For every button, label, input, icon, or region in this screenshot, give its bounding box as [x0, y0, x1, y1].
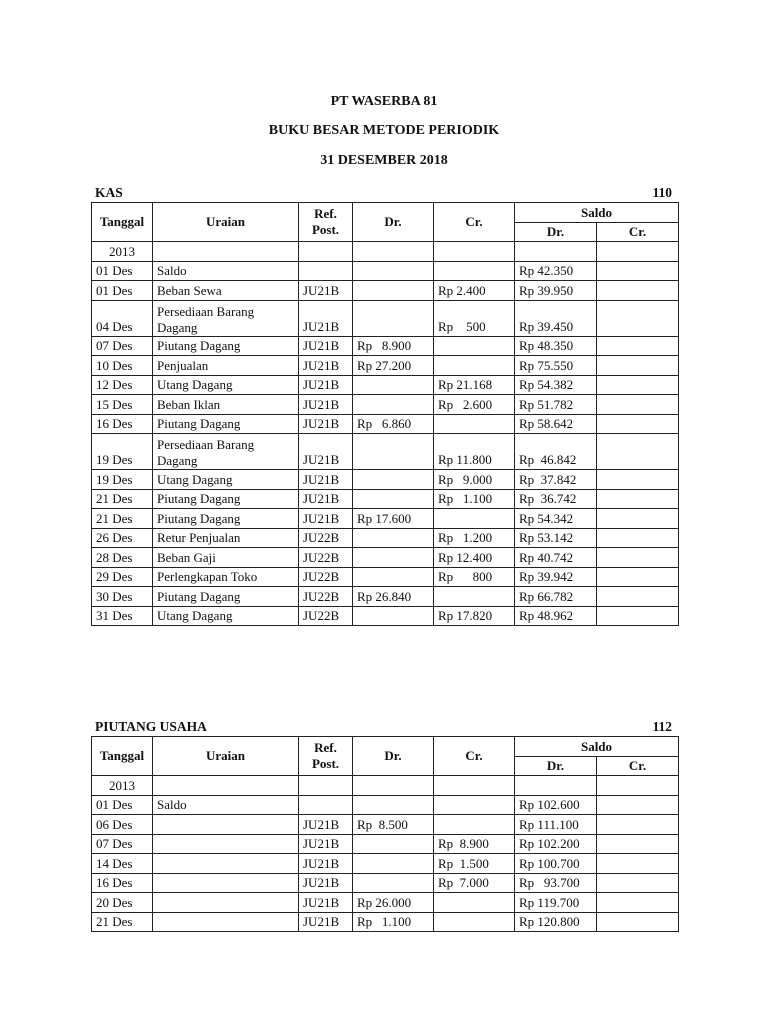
table-row [92, 567, 679, 587]
credit-cell: Rp 17.820 [434, 606, 515, 626]
ref-cell: JU21B [299, 336, 353, 356]
saldo-debit-cell: Rp 54.382 [515, 375, 597, 395]
col-saldo-cr: Cr. [597, 757, 679, 776]
col-uraian: Uraian [153, 203, 299, 242]
saldo-debit-cell: Rp 42.350 [515, 261, 597, 281]
account-name: KAS [95, 185, 123, 200]
date-cell: 04 Des [92, 300, 153, 336]
ledger-table-piutang-usaha [91, 736, 679, 932]
date-cell: 19 Des [92, 434, 153, 470]
table-row [92, 300, 679, 336]
credit-cell: Rp 12.400 [434, 548, 515, 568]
date-cell: 16 Des [92, 873, 153, 893]
debit-cell [353, 873, 434, 893]
date-cell: 19 Des [92, 470, 153, 490]
col-tanggal: Tanggal [92, 737, 153, 776]
date-cell: 06 Des [92, 815, 153, 835]
credit-cell [434, 261, 515, 281]
description-cell: Penjualan [153, 356, 299, 376]
credit-cell: Rp 8.900 [434, 834, 515, 854]
empty-cell [299, 242, 353, 262]
credit-cell [434, 815, 515, 835]
table-row [92, 261, 679, 281]
table-row [92, 854, 679, 874]
saldo-credit-cell [597, 356, 679, 376]
report-date: 31 DESEMBER 2018 [320, 153, 448, 168]
ref-cell: JU21B [299, 434, 353, 470]
credit-cell [434, 356, 515, 376]
debit-cell: Rp 26.840 [353, 587, 434, 607]
date-cell: 30 Des [92, 587, 153, 607]
date-cell: 21 Des [92, 912, 153, 932]
table-row [92, 587, 679, 607]
description-cell: Persediaan Barang Dagang [153, 434, 299, 470]
saldo-debit-cell: Rp 120.800 [515, 912, 597, 932]
description-cell [153, 854, 299, 874]
saldo-credit-cell [597, 300, 679, 336]
saldo-credit-cell [597, 261, 679, 281]
credit-cell: Rp 2.600 [434, 395, 515, 415]
description-cell [153, 815, 299, 835]
date-cell: 29 Des [92, 567, 153, 587]
credit-cell: Rp 21.168 [434, 375, 515, 395]
empty-cell [353, 242, 434, 262]
description-cell [153, 873, 299, 893]
table-row [92, 489, 679, 509]
table-row [92, 509, 679, 529]
credit-cell [434, 893, 515, 913]
table-row [92, 356, 679, 376]
year-cell: 2013 [92, 242, 153, 262]
debit-cell [353, 606, 434, 626]
saldo-debit-cell: Rp 100.700 [515, 854, 597, 874]
description-cell: Beban Gaji [153, 548, 299, 568]
date-cell: 31 Des [92, 606, 153, 626]
account-name: PIUTANG USAHA [95, 719, 207, 734]
table-row [92, 375, 679, 395]
saldo-debit-cell: Rp 48.350 [515, 336, 597, 356]
date-cell: 20 Des [92, 893, 153, 913]
col-dr: Dr. [353, 203, 434, 242]
date-cell: 16 Des [92, 414, 153, 434]
credit-cell [434, 414, 515, 434]
debit-cell: Rp 26.000 [353, 893, 434, 913]
ref-cell: JU22B [299, 528, 353, 548]
date-cell: 21 Des [92, 509, 153, 529]
saldo-debit-cell: Rp 102.600 [515, 795, 597, 815]
saldo-debit-cell: Rp 46.842 [515, 434, 597, 470]
saldo-credit-cell [597, 854, 679, 874]
saldo-credit-cell [597, 548, 679, 568]
table-row [92, 281, 679, 301]
ref-cell: JU21B [299, 414, 353, 434]
date-cell: 14 Des [92, 854, 153, 874]
ref-cell: JU21B [299, 489, 353, 509]
description-cell: Utang Dagang [153, 470, 299, 490]
credit-cell [434, 795, 515, 815]
credit-cell [434, 509, 515, 529]
col-saldo: Saldo [515, 203, 679, 223]
company-title: PT WASERBA 81 [330, 94, 438, 109]
saldo-credit-cell [597, 834, 679, 854]
ref-cell: JU21B [299, 873, 353, 893]
debit-cell [353, 489, 434, 509]
description-cell: Piutang Dagang [153, 489, 299, 509]
col-dr: Dr. [353, 737, 434, 776]
ref-cell: JU21B [299, 815, 353, 835]
empty-cell [597, 776, 679, 796]
saldo-credit-cell [597, 470, 679, 490]
debit-cell [353, 395, 434, 415]
saldo-credit-cell [597, 528, 679, 548]
ref-cell: JU21B [299, 281, 353, 301]
description-cell: Piutang Dagang [153, 336, 299, 356]
ref-cell [299, 261, 353, 281]
ref-cell: JU21B [299, 509, 353, 529]
col-cr: Cr. [434, 203, 515, 242]
saldo-debit-cell: Rp 102.200 [515, 834, 597, 854]
debit-cell [353, 375, 434, 395]
saldo-debit-cell: Rp 93.700 [515, 873, 597, 893]
saldo-credit-cell [597, 489, 679, 509]
col-saldo-cr: Cr. [597, 223, 679, 242]
credit-cell: Rp 1.200 [434, 528, 515, 548]
ref-cell: JU22B [299, 567, 353, 587]
saldo-credit-cell [597, 414, 679, 434]
credit-cell: Rp 9.000 [434, 470, 515, 490]
ref-cell: JU21B [299, 834, 353, 854]
saldo-credit-cell [597, 395, 679, 415]
account-header-kas [95, 185, 672, 201]
credit-cell [434, 912, 515, 932]
description-cell: Beban Iklan [153, 395, 299, 415]
saldo-credit-cell [597, 795, 679, 815]
description-cell: Utang Dagang [153, 606, 299, 626]
saldo-debit-cell: Rp 39.950 [515, 281, 597, 301]
year-row [92, 242, 679, 262]
table-row [92, 434, 679, 470]
col-uraian: Uraian [153, 737, 299, 776]
debit-cell [353, 434, 434, 470]
date-cell: 07 Des [92, 834, 153, 854]
saldo-credit-cell [597, 815, 679, 835]
saldo-credit-cell [597, 567, 679, 587]
description-cell: Persediaan Barang Dagang [153, 300, 299, 336]
saldo-credit-cell [597, 434, 679, 470]
saldo-credit-cell [597, 375, 679, 395]
description-cell [153, 834, 299, 854]
credit-cell: Rp 7.000 [434, 873, 515, 893]
date-cell: 15 Des [92, 395, 153, 415]
description-cell: Retur Penjualan [153, 528, 299, 548]
saldo-debit-cell: Rp 39.942 [515, 567, 597, 587]
table-row [92, 873, 679, 893]
debit-cell [353, 548, 434, 568]
saldo-debit-cell: Rp 66.782 [515, 587, 597, 607]
description-cell: Piutang Dagang [153, 509, 299, 529]
col-cr: Cr. [434, 737, 515, 776]
table-row [92, 528, 679, 548]
saldo-credit-cell [597, 509, 679, 529]
saldo-debit-cell: Rp 111.100 [515, 815, 597, 835]
saldo-credit-cell [597, 912, 679, 932]
saldo-debit-cell: Rp 37.842 [515, 470, 597, 490]
credit-cell: Rp 1.100 [434, 489, 515, 509]
description-cell: Beban Sewa [153, 281, 299, 301]
table-row [92, 834, 679, 854]
debit-cell [353, 261, 434, 281]
description-cell: Perlengkapan Toko [153, 567, 299, 587]
saldo-credit-cell [597, 873, 679, 893]
debit-cell: Rp 1.100 [353, 912, 434, 932]
table-row [92, 795, 679, 815]
description-cell: Piutang Dagang [153, 587, 299, 607]
date-cell: 21 Des [92, 489, 153, 509]
empty-cell [353, 776, 434, 796]
description-cell [153, 912, 299, 932]
date-cell: 07 Des [92, 336, 153, 356]
ref-cell: JU21B [299, 470, 353, 490]
ref-cell: JU21B [299, 912, 353, 932]
table-row [92, 470, 679, 490]
description-cell [153, 893, 299, 913]
description-cell: Saldo [153, 795, 299, 815]
ref-cell: JU21B [299, 854, 353, 874]
ref-cell: JU21B [299, 395, 353, 415]
empty-cell [299, 776, 353, 796]
credit-cell: Rp 1.500 [434, 854, 515, 874]
col-saldo-dr: Dr. [515, 757, 597, 776]
credit-cell: Rp 2.400 [434, 281, 515, 301]
saldo-debit-cell: Rp 53.142 [515, 528, 597, 548]
empty-cell [153, 242, 299, 262]
col-ref: Ref. Post. [299, 203, 353, 242]
date-cell: 01 Des [92, 795, 153, 815]
account-header-piutang-usaha [95, 719, 672, 735]
saldo-debit-cell: Rp 36.742 [515, 489, 597, 509]
year-cell: 2013 [92, 776, 153, 796]
saldo-debit-cell: Rp 54.342 [515, 509, 597, 529]
report-subtitle: BUKU BESAR METODE PERIODIK [268, 123, 500, 138]
credit-cell [434, 587, 515, 607]
ref-cell [299, 795, 353, 815]
table-row [92, 893, 679, 913]
debit-cell [353, 300, 434, 336]
saldo-credit-cell [597, 893, 679, 913]
table-row [92, 815, 679, 835]
description-cell: Utang Dagang [153, 375, 299, 395]
credit-cell: Rp 11.800 [434, 434, 515, 470]
saldo-credit-cell [597, 606, 679, 626]
saldo-debit-cell: Rp 119.700 [515, 893, 597, 913]
empty-cell [515, 242, 597, 262]
saldo-credit-cell [597, 281, 679, 301]
date-cell: 10 Des [92, 356, 153, 376]
col-saldo-dr: Dr. [515, 223, 597, 242]
debit-cell: Rp 8.500 [353, 815, 434, 835]
saldo-debit-cell: Rp 51.782 [515, 395, 597, 415]
saldo-debit-cell: Rp 48.962 [515, 606, 597, 626]
credit-cell [434, 336, 515, 356]
description-cell: Piutang Dagang [153, 414, 299, 434]
col-saldo: Saldo [515, 737, 679, 757]
table-row [92, 912, 679, 932]
table-row [92, 414, 679, 434]
empty-cell [515, 776, 597, 796]
table-row [92, 548, 679, 568]
ref-cell: JU22B [299, 587, 353, 607]
empty-cell [153, 776, 299, 796]
empty-cell [597, 242, 679, 262]
account-number: 110 [652, 185, 672, 200]
col-tanggal: Tanggal [92, 203, 153, 242]
date-cell: 26 Des [92, 528, 153, 548]
saldo-debit-cell: Rp 58.642 [515, 414, 597, 434]
debit-cell [353, 470, 434, 490]
debit-cell [353, 567, 434, 587]
date-cell: 28 Des [92, 548, 153, 568]
table-row [92, 395, 679, 415]
debit-cell [353, 795, 434, 815]
date-cell: 12 Des [92, 375, 153, 395]
account-number: 112 [652, 719, 672, 734]
credit-cell: Rp 500 [434, 300, 515, 336]
ref-cell: JU22B [299, 548, 353, 568]
ref-cell: JU21B [299, 375, 353, 395]
debit-cell [353, 528, 434, 548]
year-row [92, 776, 679, 796]
col-ref: Ref. Post. [299, 737, 353, 776]
debit-cell [353, 834, 434, 854]
ref-cell: JU22B [299, 606, 353, 626]
debit-cell: Rp 17.600 [353, 509, 434, 529]
debit-cell [353, 854, 434, 874]
table-row [92, 336, 679, 356]
saldo-debit-cell: Rp 75.550 [515, 356, 597, 376]
date-cell: 01 Des [92, 281, 153, 301]
saldo-debit-cell: Rp 39.450 [515, 300, 597, 336]
saldo-credit-cell [597, 336, 679, 356]
debit-cell: Rp 6.860 [353, 414, 434, 434]
credit-cell: Rp 800 [434, 567, 515, 587]
debit-cell [353, 281, 434, 301]
table-row [92, 606, 679, 626]
description-cell: Saldo [153, 261, 299, 281]
ref-cell: JU21B [299, 893, 353, 913]
empty-cell [434, 242, 515, 262]
date-cell: 01 Des [92, 261, 153, 281]
debit-cell: Rp 27.200 [353, 356, 434, 376]
saldo-credit-cell [597, 587, 679, 607]
saldo-debit-cell: Rp 40.742 [515, 548, 597, 568]
ref-cell: JU21B [299, 300, 353, 336]
debit-cell: Rp 8.900 [353, 336, 434, 356]
empty-cell [434, 776, 515, 796]
ledger-table-kas [91, 202, 679, 626]
ref-cell: JU21B [299, 356, 353, 376]
